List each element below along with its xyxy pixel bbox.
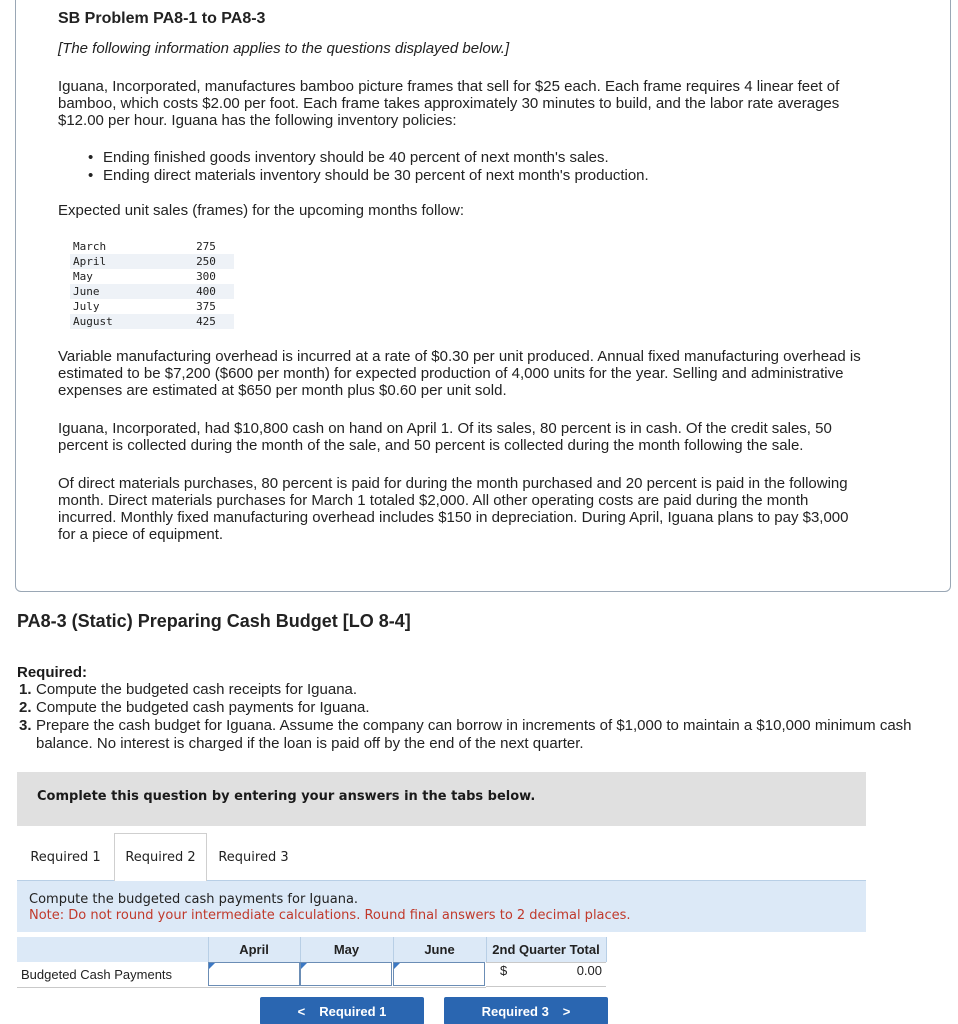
complete-instruction-text: Complete this question by entering your answers in the tabs below. bbox=[37, 789, 536, 804]
prev-button-label: Required 1 bbox=[319, 1003, 387, 1019]
may-input[interactable] bbox=[300, 962, 392, 986]
item-text: Prepare the cash budget for Iguana. Assume the company can borrow in increments of $1,000 to maintain a $10,000 minimum cash bbox=[36, 717, 912, 734]
problem-title: SB Problem PA8-1 to PA8-3 bbox=[58, 10, 266, 27]
item-number: 1. bbox=[19, 681, 32, 698]
paragraph-line: month. Direct materials purchases for March 1 totaled $2,000. All other operating costs are paid during the month bbox=[58, 492, 809, 509]
paragraph-line: Iguana, Incorporated, had $10,800 cash on hand on April 1. Of its sales, 80 percent is in cash. Of the credit sales, 50 bbox=[58, 420, 832, 437]
paragraph-line: expenses are estimated at $650 per month plus $0.60 per unit sold. bbox=[58, 382, 507, 399]
section-title: PA8-3 (Static) Preparing Cash Budget [LO 8-4] bbox=[17, 611, 411, 631]
tab-required-1[interactable]: Required 1 bbox=[30, 849, 101, 865]
required-item bbox=[17, 699, 952, 717]
instruction-text: Compute the budgeted cash payments for Iguana. bbox=[29, 892, 359, 907]
inventory-policies-list bbox=[88, 149, 649, 185]
column-header-june: June bbox=[393, 937, 486, 962]
table-header-row bbox=[17, 937, 606, 962]
month-cell: July bbox=[73, 300, 100, 313]
april-cell bbox=[208, 962, 300, 987]
paragraph-line: Iguana, Incorporated, manufactures bamboo picture frames that sell for $25 each. Each frame requires 4 linear feet of bbox=[58, 78, 840, 95]
required-heading: Required: bbox=[17, 664, 88, 681]
month-cell: April bbox=[70, 254, 178, 269]
next-button-label: Required 3 bbox=[481, 1003, 549, 1019]
table-row bbox=[70, 314, 234, 329]
next-required-3-button[interactable] bbox=[444, 997, 608, 1024]
paragraph-line: Of direct materials purchases, 80 percent is paid for during the month purchased and 20 percent is paid in the following bbox=[58, 475, 848, 492]
intro-note: [The following information applies to the questions displayed below.] bbox=[58, 40, 510, 57]
june-input[interactable] bbox=[393, 962, 485, 986]
tab-required-2[interactable]: Required 2 bbox=[114, 833, 207, 881]
may-cell bbox=[300, 962, 393, 987]
table-row bbox=[70, 254, 234, 269]
table-row bbox=[70, 299, 234, 314]
paragraph-purchases bbox=[58, 475, 849, 543]
units-cell: 375 bbox=[196, 300, 216, 313]
item-number: 2. bbox=[19, 699, 32, 716]
instruction-panel bbox=[17, 880, 866, 932]
month-cell: June bbox=[70, 284, 178, 299]
paragraph-description bbox=[58, 78, 839, 129]
month-cell: May bbox=[73, 270, 93, 283]
april-input[interactable] bbox=[208, 962, 300, 986]
table-row bbox=[70, 284, 234, 299]
paragraph-cash bbox=[58, 420, 832, 454]
required-list bbox=[17, 681, 952, 753]
table-row bbox=[70, 239, 234, 254]
currency-symbol: $ bbox=[500, 963, 508, 978]
column-header-may: May bbox=[300, 937, 393, 962]
required-item bbox=[17, 717, 952, 753]
table-row bbox=[70, 269, 234, 284]
month-cell: August bbox=[70, 314, 178, 329]
units-cell: 250 bbox=[178, 254, 234, 269]
table-row bbox=[17, 962, 606, 987]
june-cell bbox=[393, 962, 486, 987]
paragraph-line: Variable manufacturing overhead is incurred at a rate of $0.30 per unit produced. Annual fixed manufacturing overhead is bbox=[58, 348, 861, 365]
budgeted-cash-payments-table bbox=[17, 937, 607, 988]
quarter-total-value: 0.00 bbox=[576, 963, 602, 978]
chevron-right-icon: > bbox=[562, 1003, 571, 1019]
units-cell: 275 bbox=[196, 240, 216, 253]
prev-required-1-button[interactable] bbox=[260, 997, 424, 1024]
paragraph-line: estimated to be $7,200 ($600 per month) for expected production of 4,000 units for the year. Selling and administrative bbox=[58, 365, 844, 382]
paragraph-overhead bbox=[58, 348, 861, 399]
units-cell: 300 bbox=[196, 270, 216, 283]
paragraph-line: incurred. Monthly fixed manufacturing overhead includes $150 in depreciation. During April, Iguana plans to pay $3,000 bbox=[58, 509, 849, 526]
complete-instruction-bar bbox=[17, 772, 866, 826]
item-text: balance. No interest is charged if the loan is paid off by the end of the next quarter. bbox=[36, 735, 584, 752]
sales-intro: Expected unit sales (frames) for the upcoming months follow: bbox=[58, 202, 465, 219]
input-marker-icon bbox=[209, 963, 215, 969]
input-marker-icon bbox=[394, 963, 400, 969]
units-cell: 400 bbox=[178, 284, 234, 299]
row-label: Budgeted Cash Payments bbox=[17, 962, 208, 987]
paragraph-line: for a piece of equipment. bbox=[58, 526, 224, 543]
chevron-left-icon: < bbox=[297, 1003, 306, 1019]
required-item bbox=[17, 681, 952, 699]
item-text: Compute the budgeted cash receipts for Iguana. bbox=[36, 681, 358, 698]
paragraph-line: bamboo, which costs $2.00 per foot. Each frame takes approximately 30 minutes to build, and the labor rate averages bbox=[58, 95, 840, 112]
units-cell: 425 bbox=[178, 314, 234, 329]
month-cell: March bbox=[73, 240, 107, 253]
column-header-quarter-total: 2nd Quarter Total bbox=[486, 937, 606, 962]
input-marker-icon bbox=[301, 963, 307, 969]
rounding-note: Note: Do not round your intermediate calculations. Round final answers to 2 decimal places. bbox=[29, 908, 631, 923]
column-header bbox=[17, 937, 208, 962]
expected-sales-table bbox=[70, 239, 234, 329]
paragraph-line: percent is collected during the month of the sale, and 50 percent is collected during the month following the sale. bbox=[58, 437, 804, 454]
tab-required-3[interactable]: Required 3 bbox=[218, 849, 289, 865]
quarter-total-cell bbox=[486, 962, 606, 987]
paragraph-line: $12.00 per hour. Iguana has the following inventory policies: bbox=[58, 112, 457, 129]
column-header-april: April bbox=[208, 937, 300, 962]
item-number: 3. bbox=[19, 717, 32, 734]
policy-item: • Ending finished goods inventory should be 40 percent of next month's sales. bbox=[88, 149, 649, 167]
policy-item: • Ending direct materials inventory should be 30 percent of next month's production. bbox=[88, 167, 649, 185]
item-text: Compute the budgeted cash payments for Iguana. bbox=[36, 699, 370, 716]
